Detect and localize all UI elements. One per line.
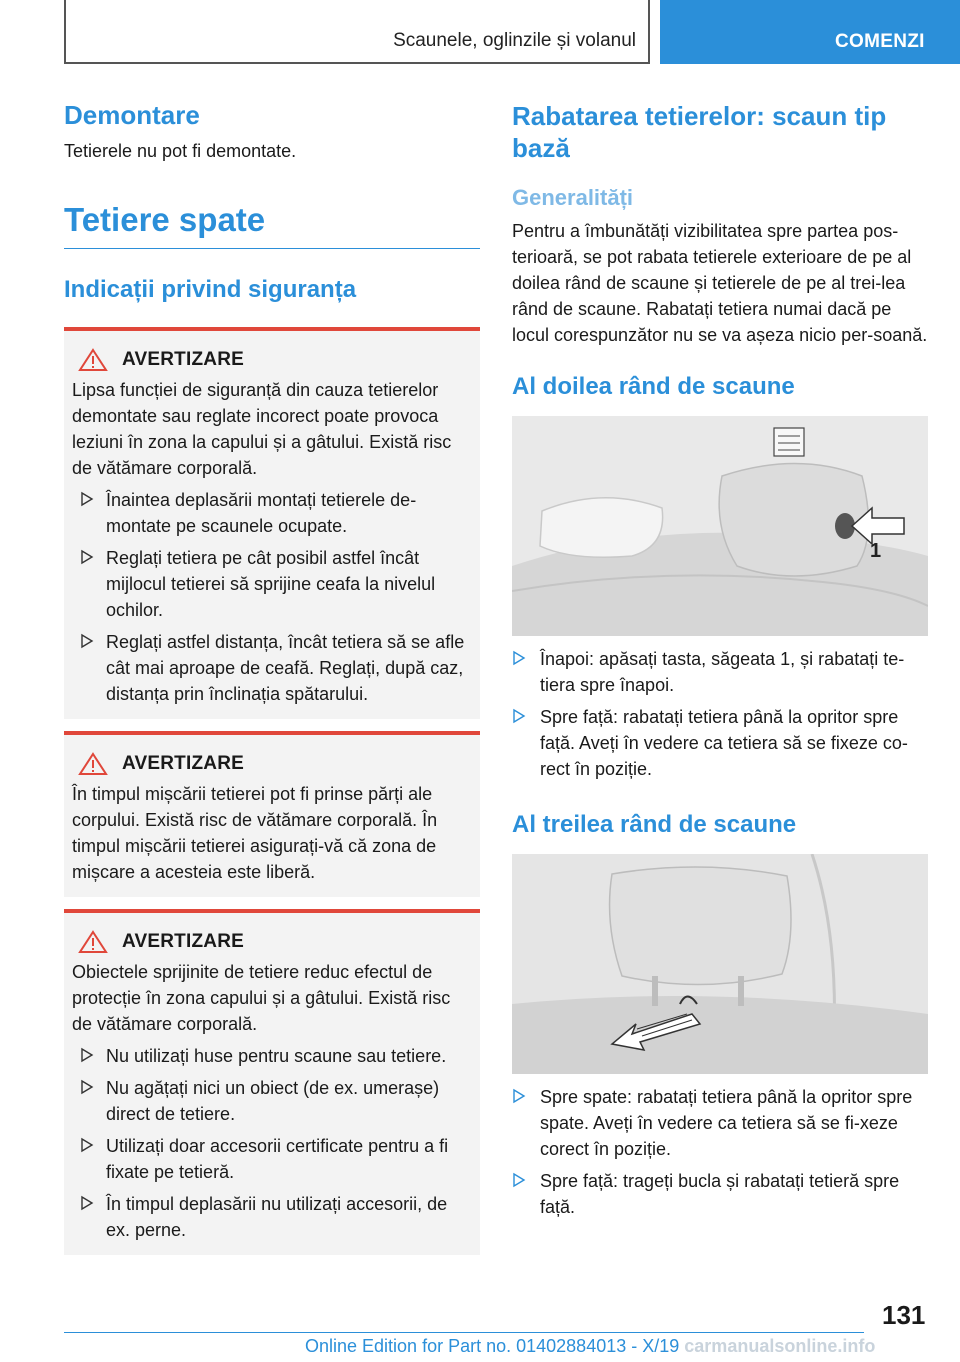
section-title: COMENZI	[835, 31, 925, 52]
warning-title	[78, 925, 472, 959]
figure-callout-1: 1	[870, 540, 882, 562]
bullet-arrow-icon	[512, 650, 526, 666]
edition-text: Online Edition for Part no. 01402884013 - X/19	[305, 1336, 680, 1356]
list-item: Reglați astfel distanța, încât tetiera să se afle cât mai aproape de ceafă. Reglați, după caz, distanța prin înclinația spătarului.	[72, 629, 472, 707]
left-column	[64, 100, 480, 1255]
warning-label: AVERTIZARE	[122, 931, 244, 952]
bullet-arrow-icon	[80, 1137, 94, 1153]
bullet-arrow-icon	[512, 1088, 526, 1104]
warning-icon	[78, 752, 108, 776]
warning-title	[78, 747, 472, 781]
row2-headrest-figure	[512, 416, 928, 636]
list-item: Spre spate: rabatați tetiera până la opritor spre spate. Aveți în vedere ca tetiera să se fi-xeze corect în poziție.	[512, 1084, 928, 1162]
main-heading: Tetiere spate	[64, 201, 266, 238]
list-item: Utilizați doar accesorii certificate pentru a fi fixate pe tetieră.	[72, 1133, 472, 1185]
warning-icon	[78, 348, 108, 372]
bullet-arrow-icon	[80, 1195, 94, 1211]
bullet-arrow-icon	[512, 1172, 526, 1188]
safety-heading: Indicații privind siguranța	[64, 276, 357, 303]
row3-headrest-figure	[512, 854, 928, 1074]
fold-heading: Rabatarea tetierelor: scaun tip bază	[512, 101, 887, 163]
page-number: 131	[882, 1300, 926, 1330]
demontare-heading: Demontare	[64, 100, 200, 130]
warning-icon	[78, 930, 108, 954]
footer-edition	[305, 1336, 875, 1357]
brand-watermark[interactable]: carmanualsonline.info	[684, 1336, 876, 1356]
main-heading-block	[64, 200, 480, 249]
warning-box-1	[64, 327, 480, 719]
warning-label: AVERTIZARE	[122, 349, 244, 370]
warning-list	[72, 487, 472, 707]
bullet-arrow-icon	[512, 708, 526, 724]
bullet-arrow-icon	[80, 549, 94, 565]
row2-list	[512, 646, 928, 782]
general-text: Pentru a îmbunătăți vizibilitatea spre partea pos-terioară, se pot rabata tetierele exterioare de pe al doilea rând de scaune și tetierele de pe al trei-lea rând de scaune. Rabatați tetiera numai dacă pe locul corespunzător nu se va așeza nicio per-soană.	[512, 221, 928, 345]
list-item: Nu utilizați huse pentru scaune sau tetiere.	[72, 1043, 472, 1069]
right-column	[512, 100, 928, 1220]
general-heading: Generalități	[512, 185, 634, 210]
warning-label: AVERTIZARE	[122, 753, 244, 774]
warning-title	[78, 343, 472, 377]
warning-text: În timpul mișcării tetierei pot fi prinse părți ale corpului. Există risc de vătămare corporală. În timpul mișcării tetierei asigurați-vă că zona de mișcare a acesteia este liberă.	[72, 784, 438, 882]
list-item: În timpul deplasării nu utilizați accesorii, de ex. perne.	[72, 1191, 472, 1243]
header-chapter-tab	[64, 0, 650, 64]
list-item: Înaintea deplasării montați tetierele de-montate pe scaunele ocupate.	[72, 487, 472, 539]
bullet-arrow-icon	[80, 491, 94, 507]
bullet-arrow-icon	[80, 1079, 94, 1095]
header-section-tab[interactable]	[660, 0, 960, 64]
bullet-arrow-icon	[80, 633, 94, 649]
list-item: Înapoi: apăsați tasta, săgeata 1, și rabatați te-tiera spre înapoi.	[512, 646, 928, 698]
headrest-fold-illustration-icon	[512, 854, 928, 1074]
footer-divider	[64, 1332, 864, 1333]
chapter-title: Scaunele, oglinzile și volanul	[393, 30, 636, 51]
list-item: Spre față: trageți bucla și rabatați tetieră spre față.	[512, 1168, 928, 1220]
list-item: Nu agățați nici un obiect (de ex. umerașe) direct de tetiere.	[72, 1075, 472, 1127]
headrest-illustration-icon	[512, 416, 928, 636]
warning-text: Obiectele sprijinite de tetiere reduc efectul de protecție în zona capului și a gâtului. Există risc de vătămare corporală.	[72, 962, 451, 1034]
warning-text: Lipsa funcției de siguranță din cauza tetierelor demontate sau reglate incorect poate provoca leziuni în zona la capului și a gâtului. Există risc de vătămare corporală.	[72, 380, 452, 478]
warning-list	[72, 1043, 472, 1243]
list-item: Reglați tetiera pe cât posibil astfel încât mijlocul tetierei să sprijine ceafa la nivelul ochilor.	[72, 545, 472, 623]
demontare-text: Tetierele nu pot fi demontate.	[64, 141, 297, 161]
list-item: Spre față: rabatați tetiera până la opritor spre față. Aveți în vedere ca tetiera să se fixeze co-rect în poziție.	[512, 704, 928, 782]
warning-box-2	[64, 731, 480, 897]
row3-heading: Al treilea rând de scaune	[512, 811, 797, 838]
warning-box-3	[64, 909, 480, 1255]
bullet-arrow-icon	[80, 1047, 94, 1063]
row2-heading: Al doilea rând de scaune	[512, 373, 795, 400]
row3-list	[512, 1084, 928, 1220]
